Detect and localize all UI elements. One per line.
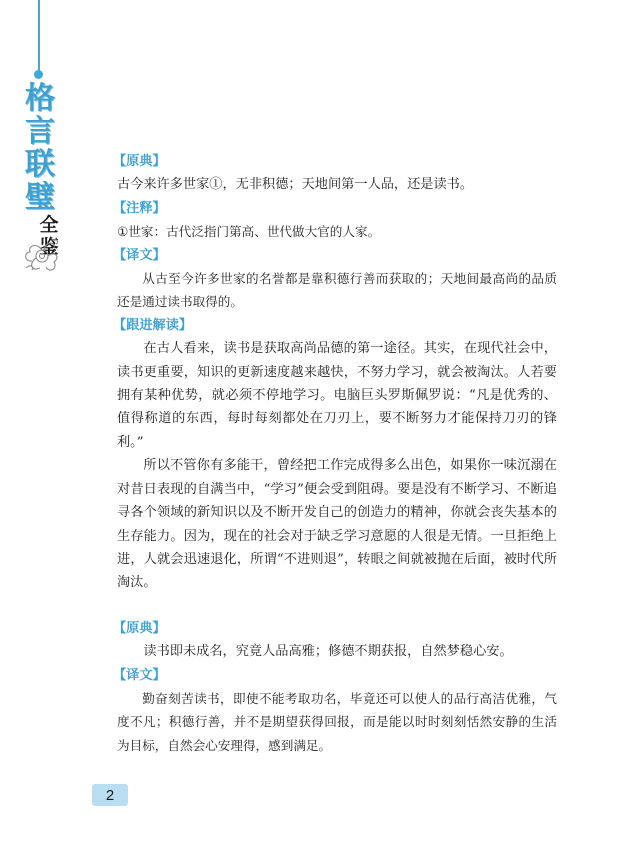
book-title-char: 格 [25, 81, 55, 116]
section-heading-yiwen: 【译文】 [113, 667, 166, 683]
interpretation-paragraph: 所以不管你有多能干，曾经把工作完成得多么出色，如果你一味沉溺在对昔日表现的自满当中，“学习”便会受到阻碍。要是没有不断学习、不断追寻各个领域的新知识以及不断开发自己的创造力的精神，你就会丧失基本的生存能力。因为，现在的社会对于缺乏学习意愿的人很是无情。一旦拒绝上进，人就会迅速退化，所谓“不进则退”，转眼之间就被抛在后面，被时代所淘汰。 [117, 458, 557, 591]
decorative-dot [34, 70, 43, 79]
floral-ornament-icon [20, 234, 64, 278]
book-title-char: 言 [25, 114, 55, 149]
book-title-char: 联 [25, 147, 55, 182]
decorative-vertical-line [38, 0, 40, 72]
page-number: 2 [92, 784, 128, 806]
yuandian-text: 古今来许多世家①，无非积德；天地间第一人品，还是读书。 [117, 177, 474, 193]
translation-text: 勤奋刻苦读书，即使不能考取功名，毕竟还可以使人的品行高洁优雅，气度不凡；积德行善，并不是期望获得回报，而是能以时时刻刻恬然安静的生活为目标，自然会心安理得，感到满足。 [117, 690, 557, 753]
page-content [113, 150, 557, 757]
book-subtitle-char: 全 [39, 214, 59, 236]
interpretation-paragraph: 在古人看来，读书是获取高尚品德的第一途径。其实，在现代社会中，读书更重要，知识的更新速度越来越快，不努力学习，就会被淘汰。人若要拥有某种优势，就必须不停地学习。电脑巨头罗斯佩罗说：“凡是优秀的、值得称道的东西，每时每刻都处在刀刃上，要不断努力才能保持刀刃的锋利。” [117, 341, 557, 450]
yuandian-text: 读书即未成名，究竟人品高雅；修德不期获报，自然梦稳心安。 [143, 644, 513, 660]
translation-text: 从古至今许多世家的名誉都是靠积德行善而获取的；天地间最高尚的品质还是通过读书取得的。 [117, 271, 557, 310]
section-heading-yuandian: 【原典】 [113, 154, 166, 169]
annotation-text: ①世家：古代泛指门第高、世代做大官的人家。 [117, 224, 381, 240]
book-title-char: 璧 [25, 180, 55, 215]
section-heading-jiedu: 【跟进解读】 [113, 317, 193, 333]
book-subtitle-char: 鉴 [39, 236, 59, 258]
section-heading-yuandian: 【原典】 [113, 620, 166, 636]
book-title [18, 82, 62, 258]
section-heading-yiwen: 【译文】 [113, 247, 166, 263]
section-heading-zhushi: 【注释】 [113, 200, 166, 216]
